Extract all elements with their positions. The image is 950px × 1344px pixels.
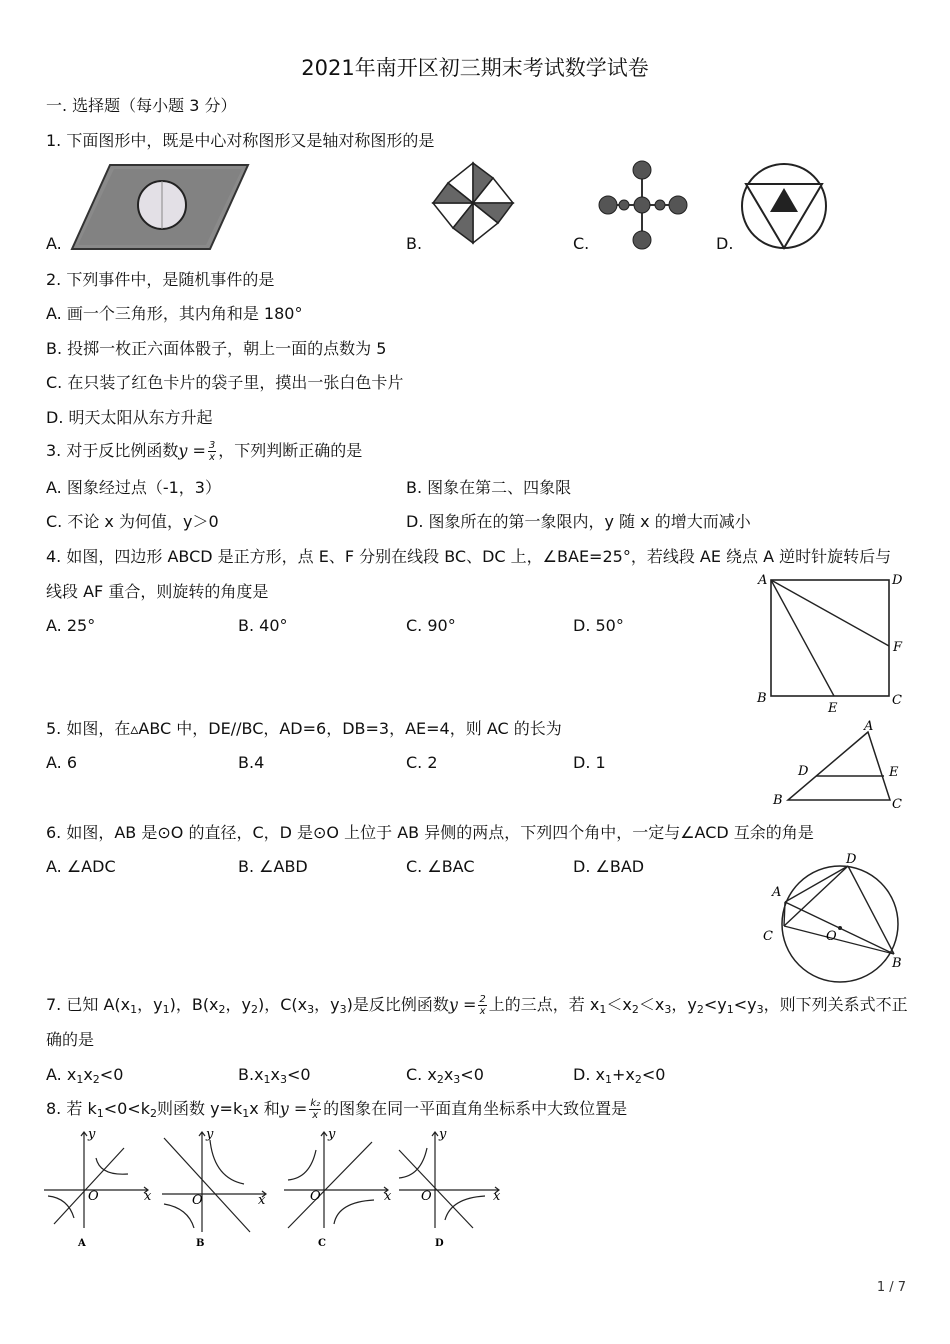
page-number: 1 / 7 xyxy=(876,1280,906,1295)
q8-caption-a: A xyxy=(78,1238,86,1249)
q6-option-d: D. ∠BAD xyxy=(573,857,645,876)
q4-label-a: A xyxy=(758,573,768,588)
q1-figure-c xyxy=(594,158,694,250)
q8-caption-d: D xyxy=(435,1238,444,1249)
q2-stem: 2. 下列事件中，是随机事件的是 xyxy=(46,270,275,289)
q5-label-c: C xyxy=(892,797,902,812)
q3-fraction: $\frac{3}{x}$ xyxy=(208,440,216,463)
q3-option-a: A. 图象经过点（-1，3） xyxy=(46,478,221,497)
q5-label-a: A xyxy=(864,719,874,734)
q2-option-c: C. 在只装了红色卡片的袋子里，摸出一张白色卡片 xyxy=(46,373,404,392)
q8-b-x: x xyxy=(258,1193,266,1208)
q8-graph-c xyxy=(280,1128,400,1254)
q8-c-y: y xyxy=(328,1127,336,1142)
q4-stem-line1: 4. 如图，四边形 ABCD 是正方形，点 E、F 分别在线段 BC、DC 上，∠BAE=25°，若线段 AE 绕点 A 逆时针旋转后与 xyxy=(46,547,892,566)
q1-option-c: C. xyxy=(573,234,590,253)
q8-graph-b xyxy=(158,1128,278,1254)
q8-caption-c: C xyxy=(318,1238,326,1249)
q4-option-c: C. 90° xyxy=(406,616,456,635)
q8-c-x: x xyxy=(384,1189,392,1204)
q4-label-f: F xyxy=(893,640,903,655)
q3-stem: 3. 对于反比例函数y = $\frac{3}{x}$ ，下列判断正确的是 xyxy=(46,440,363,463)
q8-fraction: $\frac{\text{k₂}}{x}$ xyxy=(310,1098,321,1121)
q2-option-d: D. 明天太阳从东方升起 xyxy=(46,408,213,427)
q1-option-d: D. xyxy=(716,234,734,253)
q8-caption-b: B xyxy=(196,1238,205,1249)
q4-label-e: E xyxy=(828,701,838,716)
q6-label-a: A xyxy=(772,885,782,900)
q5-label-e: E xyxy=(889,765,899,780)
q6-option-a: A. ∠ADC xyxy=(46,857,116,876)
q5-label-d: D xyxy=(798,764,809,779)
q4-square-figure xyxy=(752,570,912,716)
q3-option-c: C. 不论 x 为何值，y＞0 xyxy=(46,512,219,531)
q1-option-b: B. xyxy=(406,234,423,253)
q1-figure-d xyxy=(738,160,830,252)
q2-option-a: A. 画一个三角形，其内角和是 180° xyxy=(46,304,303,323)
q5-option-a: A. 6 xyxy=(46,753,78,772)
q3-option-b: B. 图象在第二、四象限 xyxy=(406,478,572,497)
q8-a-origin: O xyxy=(88,1189,99,1204)
q6-label-d: D xyxy=(846,852,857,867)
q5-triangle-figure xyxy=(770,718,910,814)
q4-option-d: D. 50° xyxy=(573,616,624,635)
q8-d-y: y xyxy=(439,1127,447,1142)
page-title: 2021年南开区初三期末考试数学试卷 xyxy=(301,56,649,80)
q1-figure-a xyxy=(70,163,250,253)
q1-figure-b xyxy=(428,158,518,248)
q6-stem: 6. 如图，AB 是⊙O 的直径，C，D 是⊙O 上位于 AB 异侧的两点，下列四个角中，一定与∠ACD 互余的角是 xyxy=(46,823,814,842)
q6-label-o: O xyxy=(826,929,837,944)
q6-option-b: B. ∠ABD xyxy=(238,857,308,876)
q1-option-a: A. xyxy=(46,234,62,253)
q4-option-a: A. 25° xyxy=(46,616,96,635)
q2-option-b: B. 投掷一枚正六面体骰子，朝上一面的点数为 5 xyxy=(46,339,387,358)
q6-label-b: B xyxy=(892,956,902,971)
q4-label-c: C xyxy=(892,693,902,708)
q5-stem: 5. 如图，在▵ABC 中，DE//BC，AD=6，DB=3，AE=4，则 AC 的长为 xyxy=(46,719,562,738)
q7-stem-line2: 确的是 xyxy=(46,1030,95,1049)
q8-b-y: y xyxy=(206,1127,214,1142)
q4-label-b: B xyxy=(757,691,767,706)
q1-stem: 1. 下面图形中，既是中心对称图形又是轴对称图形的是 xyxy=(46,131,435,150)
q6-option-c: C. ∠BAC xyxy=(406,857,475,876)
q8-b-origin: O xyxy=(192,1193,203,1208)
q8-stem: 8. 若 $k_1<0<k_2$则函数 $y=k_1x$ 和y = $\frac{\text{k₂}}{x}$ 的图象在同一平面直角坐标系中大致位置是 xyxy=(46,1098,628,1121)
q7-fraction: $\frac{2}{x}$ xyxy=(479,994,486,1017)
q8-a-y: y xyxy=(88,1127,96,1142)
q8-c-origin: O xyxy=(310,1189,321,1204)
q8-graph-d xyxy=(395,1128,515,1254)
q8-a-x: x xyxy=(144,1189,152,1204)
q4-label-d: D xyxy=(892,573,903,588)
q5-option-d: D. 1 xyxy=(573,753,606,772)
q8-graph-a xyxy=(40,1128,160,1254)
q4-stem-line2: 线段 AF 重合，则旋转的角度是 xyxy=(46,582,269,601)
q7-option-a: A. $x_1x_2<0$ xyxy=(46,1065,124,1086)
q4-option-b: B. 40° xyxy=(238,616,288,635)
q7-option-b: $B.x_1x_3<0$ xyxy=(238,1065,311,1086)
q5-option-b: B.4 xyxy=(238,753,265,772)
q6-circle-figure xyxy=(758,850,908,990)
q3-option-d: D. 图象所在的第一象限内，y 随 x 的增大而减小 xyxy=(406,512,751,531)
q8-d-origin: O xyxy=(421,1189,432,1204)
q7-stem-line1: 7. 已知 $A(x_1$，$y_1$)，$B(x_2$，$y_2$)，$C(x_3$，$y_3$)是反比例函数y = $\frac{2}{x}$ 上的三点，若 $x_1<x_2<x_3$，$y_2<y_1<y_3$，则下列关系式不正 xyxy=(46,994,908,1017)
q8-d-x: x xyxy=(493,1189,501,1204)
q6-label-c: C xyxy=(763,929,773,944)
q5-option-c: C. 2 xyxy=(406,753,438,772)
q7-option-c: C. $x_2x_3<0$ xyxy=(406,1065,484,1086)
q7-option-d: D. $x_1+x_2<0$ xyxy=(573,1065,666,1086)
section-heading: 一. 选择题（每小题 3 分） xyxy=(46,96,237,115)
q5-label-b: B xyxy=(773,793,783,808)
